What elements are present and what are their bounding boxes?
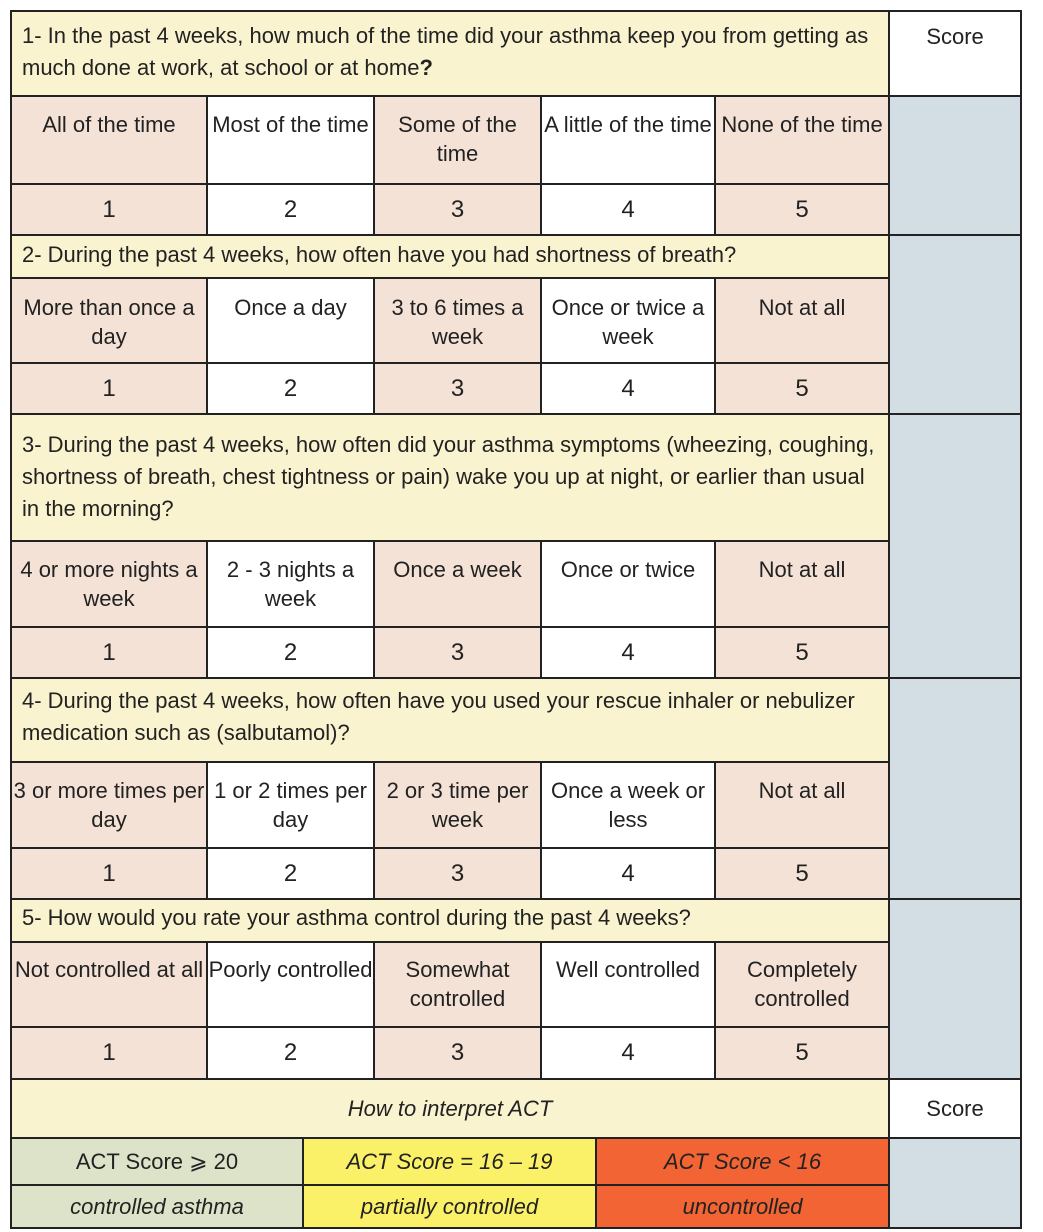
range-controlled-label: controlled asthma — [11, 1185, 303, 1228]
question-1-text: 1- In the past 4 weeks, how much of the time did your asthma keep you from getting as much done at work, at school or at home? — [11, 11, 889, 96]
q2-option-5: Not at all — [715, 278, 889, 363]
q3-option-2: 2 - 3 nights a week — [207, 541, 374, 627]
q5-score-4: 4 — [541, 1027, 715, 1079]
q4-score-2: 2 — [207, 848, 374, 899]
score-header: Score — [889, 11, 1021, 96]
q4-option-1: 3 or more times per day — [11, 762, 207, 848]
q2-option-3: 3 to 6 times a week — [374, 278, 541, 363]
q2-score-5: 5 — [715, 363, 889, 414]
questions-table — [10, 10, 1022, 1080]
q1-option-5: None of the time — [715, 96, 889, 184]
q3-score-3: 3 — [374, 627, 541, 678]
q4-score-3: 3 — [374, 848, 541, 899]
q1-option-2: Most of the time — [207, 96, 374, 184]
range-partial-score: ACT Score = 16 – 19 — [303, 1138, 596, 1185]
q3-option-1: 4 or more nights a week — [11, 541, 207, 627]
q3-option-3: Once a week — [374, 541, 541, 627]
q5-option-3: Somewhat controlled — [374, 942, 541, 1027]
act-questionnaire — [10, 10, 1020, 1229]
q3-score-cell[interactable] — [889, 414, 1021, 678]
q4-option-5: Not at all — [715, 762, 889, 848]
q1-score-2: 2 — [207, 184, 374, 235]
q2-score-3: 3 — [374, 363, 541, 414]
q4-option-2: 1 or 2 times per day — [207, 762, 374, 848]
q2-option-4: Once or twice a week — [541, 278, 715, 363]
q1-score-cell[interactable] — [889, 96, 1021, 235]
q1-score-1: 1 — [11, 184, 207, 235]
q2-score-4: 4 — [541, 363, 715, 414]
q3-option-4: Once or twice — [541, 541, 715, 627]
q1-score-3: 3 — [374, 184, 541, 235]
interpretation-table — [10, 1078, 1022, 1229]
q4-option-4: Once a week or less — [541, 762, 715, 848]
q5-score-1: 1 — [11, 1027, 207, 1079]
interpretation-title: How to interpret ACT — [11, 1079, 889, 1138]
q1-score-5: 5 — [715, 184, 889, 235]
range-controlled-score: ACT Score ⩾ 20 — [11, 1138, 303, 1185]
q5-option-4: Well controlled — [541, 942, 715, 1027]
range-partial-label: partially controlled — [303, 1185, 596, 1228]
question-2-text: 2- During the past 4 weeks, how often have you had shortness of breath? — [11, 235, 889, 278]
q3-score-4: 4 — [541, 627, 715, 678]
q4-score-5: 5 — [715, 848, 889, 899]
q4-option-3: 2 or 3 time per week — [374, 762, 541, 848]
q1-score-4: 4 — [541, 184, 715, 235]
q1-option-4: A little of the time — [541, 96, 715, 184]
q5-option-5: Completely controlled — [715, 942, 889, 1027]
q5-score-cell[interactable] — [889, 899, 1021, 1079]
q4-score-cell[interactable] — [889, 678, 1021, 899]
interpretation-score-header: Score — [889, 1079, 1021, 1138]
q4-score-4: 4 — [541, 848, 715, 899]
q5-option-2: Poorly controlled — [207, 942, 374, 1027]
total-score-cell[interactable] — [889, 1138, 1021, 1228]
q2-option-2: Once a day — [207, 278, 374, 363]
q1-option-1: All of the time — [11, 96, 207, 184]
q3-score-2: 2 — [207, 627, 374, 678]
q4-score-1: 1 — [11, 848, 207, 899]
q5-option-1: Not controlled at all — [11, 942, 207, 1027]
q2-score-1: 1 — [11, 363, 207, 414]
q3-score-1: 1 — [11, 627, 207, 678]
q3-option-5: Not at all — [715, 541, 889, 627]
question-3-text: 3- During the past 4 weeks, how often did your asthma symptoms (wheezing, coughing, shortness of breath, chest tightness or pain) wake you up at night, or earlier than usual in the morning? — [11, 414, 889, 541]
q2-option-1: More than once a day — [11, 278, 207, 363]
q3-score-5: 5 — [715, 627, 889, 678]
range-uncontrolled-label: uncontrolled — [596, 1185, 889, 1228]
q5-score-3: 3 — [374, 1027, 541, 1079]
q2-score-cell[interactable] — [889, 235, 1021, 414]
q1-option-3: Some of the time — [374, 96, 541, 184]
q5-score-2: 2 — [207, 1027, 374, 1079]
q2-score-2: 2 — [207, 363, 374, 414]
question-4-text: 4- During the past 4 weeks, how often have you used your rescue inhaler or nebulizer medication such as (salbutamol)? — [11, 678, 889, 762]
q5-score-5: 5 — [715, 1027, 889, 1079]
range-uncontrolled-score: ACT Score < 16 — [596, 1138, 889, 1185]
question-5-text: 5- How would you rate your asthma control during the past 4 weeks? — [11, 899, 889, 942]
